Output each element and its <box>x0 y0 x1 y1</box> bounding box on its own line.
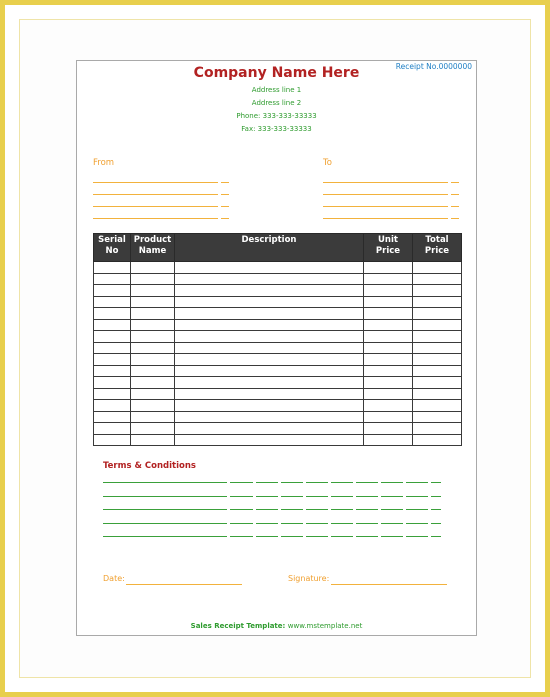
table-cell[interactable] <box>94 319 131 331</box>
table-row <box>94 296 462 308</box>
to-line <box>323 182 448 183</box>
terms-line <box>281 523 303 524</box>
terms-line <box>406 509 428 510</box>
terms-line <box>431 536 441 537</box>
table-cell[interactable] <box>131 434 175 446</box>
terms-line <box>230 523 253 524</box>
address-line-2: Address line 2 <box>251 99 302 107</box>
table-cell[interactable] <box>131 308 175 320</box>
table-cell[interactable] <box>364 388 413 400</box>
to-line <box>323 206 448 207</box>
from-line <box>221 182 229 183</box>
table-cell[interactable] <box>364 354 413 366</box>
to-line <box>323 194 448 195</box>
table-row <box>94 423 462 435</box>
table-cell[interactable] <box>364 400 413 412</box>
terms-line <box>431 482 441 483</box>
terms-line <box>331 496 353 497</box>
terms-line <box>230 536 253 537</box>
col-header-description: Description <box>175 234 364 262</box>
terms-line <box>431 496 441 497</box>
table-row <box>94 331 462 343</box>
table-cell[interactable] <box>94 308 131 320</box>
terms-line <box>306 496 328 497</box>
table-cell[interactable] <box>94 411 131 423</box>
to-line <box>451 194 459 195</box>
table-cell[interactable] <box>364 308 413 320</box>
table-cell[interactable] <box>413 400 462 412</box>
table-cell[interactable] <box>175 342 364 354</box>
table-cell[interactable] <box>413 342 462 354</box>
terms-line <box>356 523 378 524</box>
terms-line <box>103 536 227 537</box>
table-cell[interactable] <box>413 365 462 377</box>
terms-line <box>381 536 403 537</box>
to-line <box>451 218 459 219</box>
table-cell[interactable] <box>94 296 131 308</box>
table-cell[interactable] <box>175 434 364 446</box>
table-cell[interactable] <box>364 319 413 331</box>
table-cell[interactable] <box>413 308 462 320</box>
terms-line <box>406 482 428 483</box>
table-cell[interactable] <box>131 354 175 366</box>
table-cell[interactable] <box>175 319 364 331</box>
table-cell[interactable] <box>94 342 131 354</box>
footer-site: www.mstemplate.net <box>287 622 363 630</box>
terms-line <box>103 509 227 510</box>
terms-line <box>256 496 278 497</box>
table-row <box>94 354 462 366</box>
table-row <box>94 308 462 320</box>
table-cell[interactable] <box>175 331 364 343</box>
table-cell[interactable] <box>131 262 175 274</box>
terms-line <box>356 482 378 483</box>
table-cell[interactable] <box>175 296 364 308</box>
table-row <box>94 434 462 446</box>
terms-line <box>356 536 378 537</box>
table-row <box>94 273 462 285</box>
terms-line <box>281 509 303 510</box>
terms-line <box>230 496 253 497</box>
table-row <box>94 342 462 354</box>
from-label: From <box>93 158 115 168</box>
signature-line <box>331 584 447 585</box>
table-cell[interactable] <box>364 262 413 274</box>
from-line <box>93 194 218 195</box>
table-cell[interactable] <box>364 285 413 297</box>
terms-line <box>256 509 278 510</box>
signature-label: Signature: <box>288 574 330 583</box>
table-cell[interactable] <box>364 331 413 343</box>
table-cell[interactable] <box>94 273 131 285</box>
table-cell[interactable] <box>131 400 175 412</box>
date-label: Date: <box>103 574 125 583</box>
table-cell[interactable] <box>364 296 413 308</box>
table-row <box>94 411 462 423</box>
terms-line <box>331 482 353 483</box>
table-cell[interactable] <box>131 388 175 400</box>
terms-line <box>306 509 328 510</box>
footer-label: Sales Receipt Template: <box>190 622 286 630</box>
table-cell[interactable] <box>131 365 175 377</box>
date-line <box>126 584 242 585</box>
table-row <box>94 365 462 377</box>
terms-line <box>406 496 428 497</box>
table-cell[interactable] <box>175 308 364 320</box>
table-cell[interactable] <box>94 331 131 343</box>
company-name: Company Name Here <box>193 65 360 81</box>
table-cell[interactable] <box>175 273 364 285</box>
table-cell[interactable] <box>175 354 364 366</box>
table-cell[interactable] <box>175 400 364 412</box>
table-cell[interactable] <box>413 411 462 423</box>
col-header-serial: Serial No <box>94 234 131 262</box>
terms-line <box>406 536 428 537</box>
address-line-1: Address line 1 <box>251 86 302 94</box>
terms-line <box>230 482 253 483</box>
terms-line <box>306 523 328 524</box>
terms-line <box>281 496 303 497</box>
table-row <box>94 319 462 331</box>
from-line <box>221 218 229 219</box>
terms-line <box>306 536 328 537</box>
col-header-product: Product Name <box>131 234 175 262</box>
table-cell[interactable] <box>175 411 364 423</box>
table-cell[interactable] <box>175 377 364 389</box>
table-cell[interactable] <box>364 342 413 354</box>
terms-line <box>381 523 403 524</box>
table-cell[interactable] <box>175 388 364 400</box>
table-row <box>94 285 462 297</box>
table-cell[interactable] <box>364 365 413 377</box>
terms-line <box>256 482 278 483</box>
col-header-total-price: Total Price <box>413 234 462 262</box>
terms-line <box>103 523 227 524</box>
table-cell[interactable] <box>413 423 462 435</box>
table-cell[interactable] <box>131 342 175 354</box>
terms-line <box>406 523 428 524</box>
table-cell[interactable] <box>364 273 413 285</box>
phone-line: Phone: 333-333-33333 <box>236 112 317 120</box>
terms-line <box>256 523 278 524</box>
to-line <box>451 182 459 183</box>
table-cell[interactable] <box>175 365 364 377</box>
table-header-row <box>94 234 462 262</box>
terms-line <box>331 509 353 510</box>
table-cell[interactable] <box>175 423 364 435</box>
table-row <box>94 262 462 274</box>
receipt-sheet <box>76 60 477 636</box>
table-cell[interactable] <box>94 354 131 366</box>
from-line <box>93 206 218 207</box>
to-label: To <box>323 158 332 168</box>
table-row <box>94 400 462 412</box>
table-cell[interactable] <box>94 285 131 297</box>
table-cell[interactable] <box>413 388 462 400</box>
footer <box>77 622 476 630</box>
terms-title: Terms & Conditions <box>103 461 196 471</box>
receipt-number: Receipt No.0000000 <box>395 62 472 71</box>
table-cell[interactable] <box>94 365 131 377</box>
table-cell[interactable] <box>175 262 364 274</box>
table-cell[interactable] <box>94 388 131 400</box>
terms-line <box>230 509 253 510</box>
table-cell[interactable] <box>131 411 175 423</box>
terms-line <box>381 482 403 483</box>
table-cell[interactable] <box>131 377 175 389</box>
terms-line <box>431 509 441 510</box>
table-cell[interactable] <box>364 411 413 423</box>
table-cell[interactable] <box>131 285 175 297</box>
table-cell[interactable] <box>413 434 462 446</box>
table-cell[interactable] <box>364 377 413 389</box>
table-cell[interactable] <box>413 285 462 297</box>
table-cell[interactable] <box>413 331 462 343</box>
fax-line: Fax: 333-333-33333 <box>241 125 312 133</box>
items-table <box>93 233 462 446</box>
terms-line <box>103 496 227 497</box>
terms-line <box>331 523 353 524</box>
table-cell[interactable] <box>94 423 131 435</box>
table-cell[interactable] <box>413 354 462 366</box>
table-cell[interactable] <box>175 285 364 297</box>
terms-line <box>356 509 378 510</box>
terms-line <box>281 482 303 483</box>
table-cell[interactable] <box>94 262 131 274</box>
table-cell[interactable] <box>131 331 175 343</box>
terms-line <box>381 496 403 497</box>
table-cell[interactable] <box>131 423 175 435</box>
table-cell[interactable] <box>94 400 131 412</box>
from-line <box>93 218 218 219</box>
to-line <box>323 218 448 219</box>
terms-line <box>256 536 278 537</box>
to-line <box>451 206 459 207</box>
from-line <box>221 194 229 195</box>
col-header-unit-price: Unit Price <box>364 234 413 262</box>
terms-line <box>331 536 353 537</box>
table-cell[interactable] <box>413 319 462 331</box>
table-row <box>94 377 462 389</box>
terms-line <box>381 509 403 510</box>
terms-line <box>306 482 328 483</box>
table-cell[interactable] <box>364 423 413 435</box>
table-cell[interactable] <box>364 434 413 446</box>
table-cell[interactable] <box>413 377 462 389</box>
terms-line <box>431 523 441 524</box>
terms-line <box>103 482 227 483</box>
table-row <box>94 388 462 400</box>
from-line <box>221 206 229 207</box>
table-cell[interactable] <box>94 377 131 389</box>
from-line <box>93 182 218 183</box>
table-cell[interactable] <box>131 273 175 285</box>
items-table-body <box>94 262 462 446</box>
table-cell[interactable] <box>94 434 131 446</box>
table-cell[interactable] <box>413 262 462 274</box>
terms-line <box>281 536 303 537</box>
terms-line <box>356 496 378 497</box>
table-cell[interactable] <box>131 319 175 331</box>
table-cell[interactable] <box>413 273 462 285</box>
table-cell[interactable] <box>131 296 175 308</box>
table-cell[interactable] <box>413 296 462 308</box>
